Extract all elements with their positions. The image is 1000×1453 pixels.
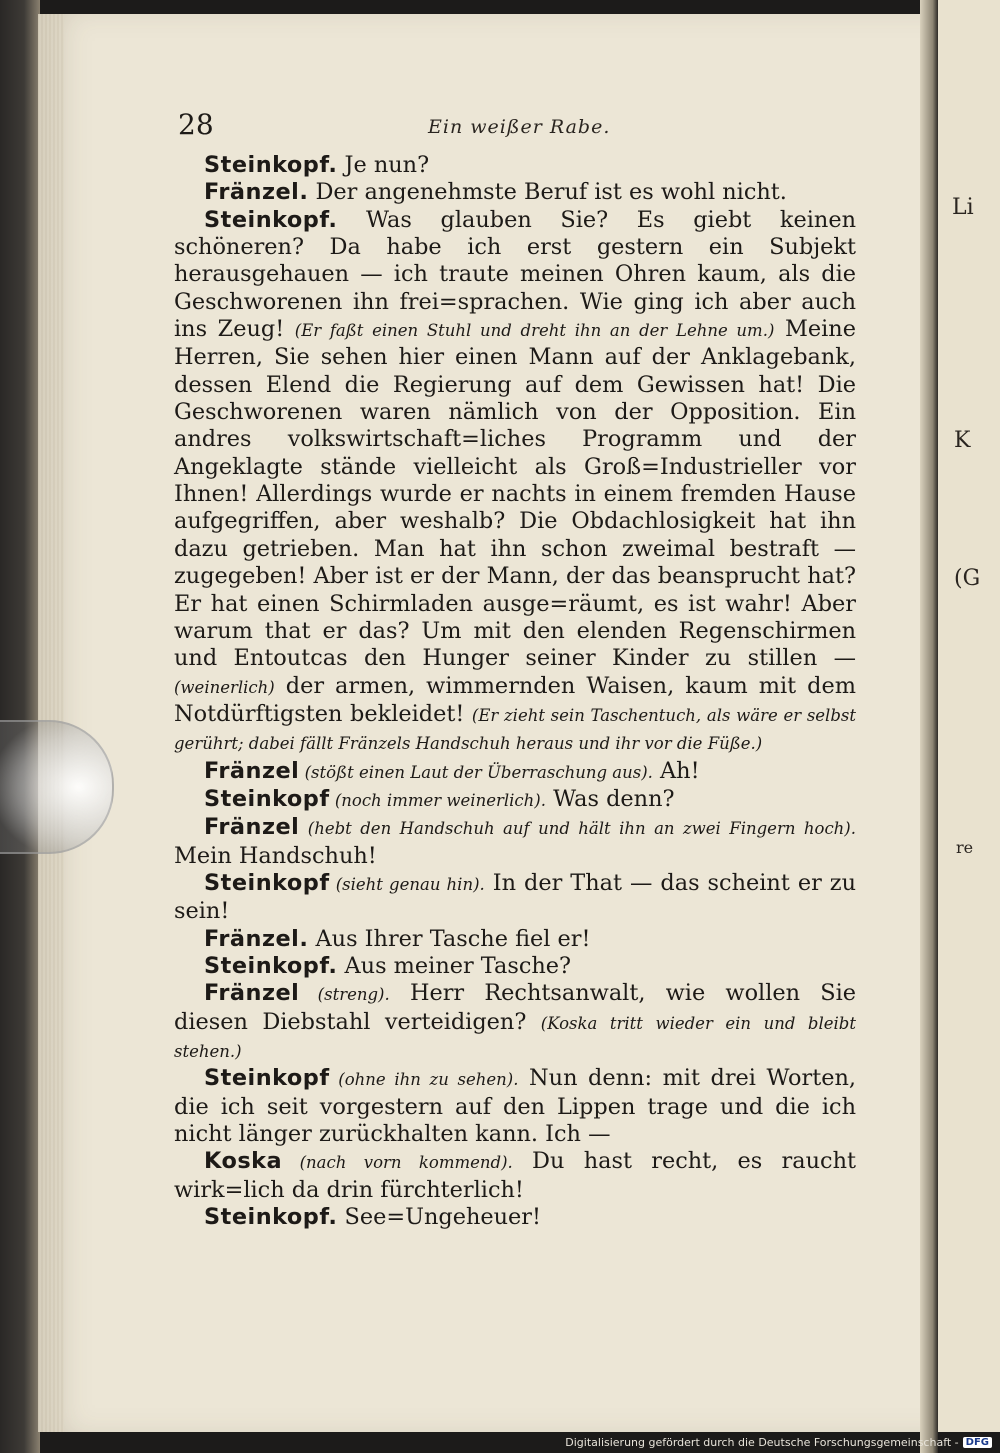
speaker-name: Fränzel [204, 980, 300, 1007]
spoken-text: In der That — das scheint er zu sein! [174, 869, 856, 925]
stage-direction: (Er faßt einen Stuhl und dreht ihn an der Lehne um.) [294, 321, 775, 341]
spoken-text: Ah! [652, 757, 700, 784]
page-gutter [920, 0, 938, 1453]
stage-direction: (Er zieht sein Taschentuch, als wäre er selbst gerührt; dabei fällt Fränzels Handschuh heraus und ihr vor die Füße.) [174, 705, 856, 754]
dialogue-line [174, 926, 856, 953]
dialogue-line [174, 152, 856, 179]
speaker-name: Steinkopf. [204, 206, 338, 233]
facing-page-fragment: re [956, 838, 974, 857]
stage-direction: (weinerlich) [174, 677, 275, 697]
spoken-text: Was denn? [545, 785, 675, 812]
stage-direction: (noch immer weinerlich). [329, 790, 546, 810]
speaker-name: Fränzel [204, 757, 300, 784]
dfg-logo: DFG [963, 1437, 992, 1448]
dialogue-line [174, 1204, 856, 1231]
spoken-text: Aus Ihrer Tasche fiel er! [308, 925, 591, 952]
stage-direction: (hebt den Handschuh auf und hält ihn an zwei Fingern hoch). [299, 819, 856, 839]
spoken-text: Herr Rechtsanwalt, wie wollen Sie diesen Diebstahl verteidigen? [174, 980, 856, 1035]
funding-credit: Digitalisierung gefördert durch die Deutsche Forschungsgemeinschaft - [565, 1436, 959, 1449]
dialogue-line [174, 207, 856, 758]
page-header [178, 108, 858, 148]
dialogue-line [174, 953, 856, 980]
page-number: 28 [178, 108, 214, 141]
facing-page [938, 0, 1000, 1432]
dialogue-line [174, 1065, 856, 1148]
speaker-name: Steinkopf [204, 1065, 330, 1092]
spoken-text: Du hast recht, es raucht wirk=lich da drin fürchterlich! [174, 1148, 856, 1203]
speaker-name: Fränzel. [204, 179, 309, 206]
stage-direction: (ohne ihn zu sehen). [329, 1070, 519, 1090]
speaker-name: Steinkopf [204, 869, 330, 896]
spoken-text: Was glauben Sie? Es giebt keinen schöneren? Da habe ich erst gestern ein Subjekt herausgehauen — ich traute meinen Ohren kaum, als die Geschworenen ihn frei=sprachen. Wie ging ich aber auch ins Zeug! [174, 206, 856, 343]
facing-page-fragment: (G [954, 566, 981, 591]
spoken-text: der armen, wimmernden Waisen, kaum mit dem Notdürftigsten bekleidet! [174, 672, 856, 727]
spoken-text: Der angenehmste Beruf ist es wohl nicht. [308, 179, 787, 206]
stage-direction: (streng). [299, 985, 390, 1005]
stage-direction: (sieht genau hin). [329, 874, 485, 894]
stage-direction: (stößt einen Laut der Überraschung aus). [299, 762, 653, 782]
speaker-name: Steinkopf. [204, 952, 338, 979]
spoken-text: Aus meiner Tasche? [337, 952, 572, 979]
speaker-name: Koska [204, 1148, 283, 1175]
dialogue-line [174, 1148, 856, 1204]
dialogue-line [174, 870, 856, 926]
facing-page-fragment: K [954, 428, 971, 453]
dialogue-line [174, 786, 856, 814]
spoken-text: Meine Herren, Sie sehen hier einen Mann auf der Anklagebank, dessen Elend die Regierung auf dem Gewissen hat! Die Geschworenen waren nämlich von der Opposition. Ein andres volkswirtschaft=liches Programm und der Angeklagte stände vielleicht als Groß=Industrieller vor Ihnen! Allerdings wurde er nachts in einem fremden Hause aufgegriffen, aber weshalb? Die Obdachlosigkeit hat ihn dazu getrieben. Man hat ihn schon zweimal bestraft — zugegeben! Aber ist er der Mann, der das beansprucht hat? Er hat einen Schirmladen ausge=räumt, es ist wahr! Aber warum that er das? Um mit den elenden Regenschirmen und Entoutcas den Hunger seiner Kinder zu stillen — [174, 316, 856, 672]
dialogue-line [174, 980, 856, 1065]
speaker-name: Steinkopf [204, 785, 330, 812]
play-text [174, 152, 856, 1231]
spoken-text: Nun denn: mit drei Worten, die ich seit vorgestern auf den Lippen trage und die ich nicht länger zurückhalten kann. Ich — [174, 1065, 856, 1148]
speaker-name: Fränzel. [204, 925, 309, 952]
dialogue-line [174, 758, 856, 786]
spoken-text: Je nun? [337, 152, 430, 178]
running-title: Ein weißer Rabe. [428, 116, 611, 138]
speaker-name: Fränzel [204, 814, 300, 841]
facing-page-fragment: Li [952, 195, 974, 220]
spoken-text: See=Ungeheuer! [337, 1204, 541, 1231]
dialogue-line [174, 179, 856, 206]
dialogue-line [174, 814, 856, 870]
stage-direction: (Koska tritt wieder ein und bleibt stehen.) [174, 1013, 856, 1061]
stage-direction: (nach vorn kommend). [282, 1153, 513, 1173]
spoken-text: Mein Handschuh! [174, 842, 377, 869]
footer-credit [565, 1436, 992, 1449]
speaker-name: Steinkopf. [204, 152, 338, 178]
speaker-name: Steinkopf. [204, 1204, 338, 1231]
